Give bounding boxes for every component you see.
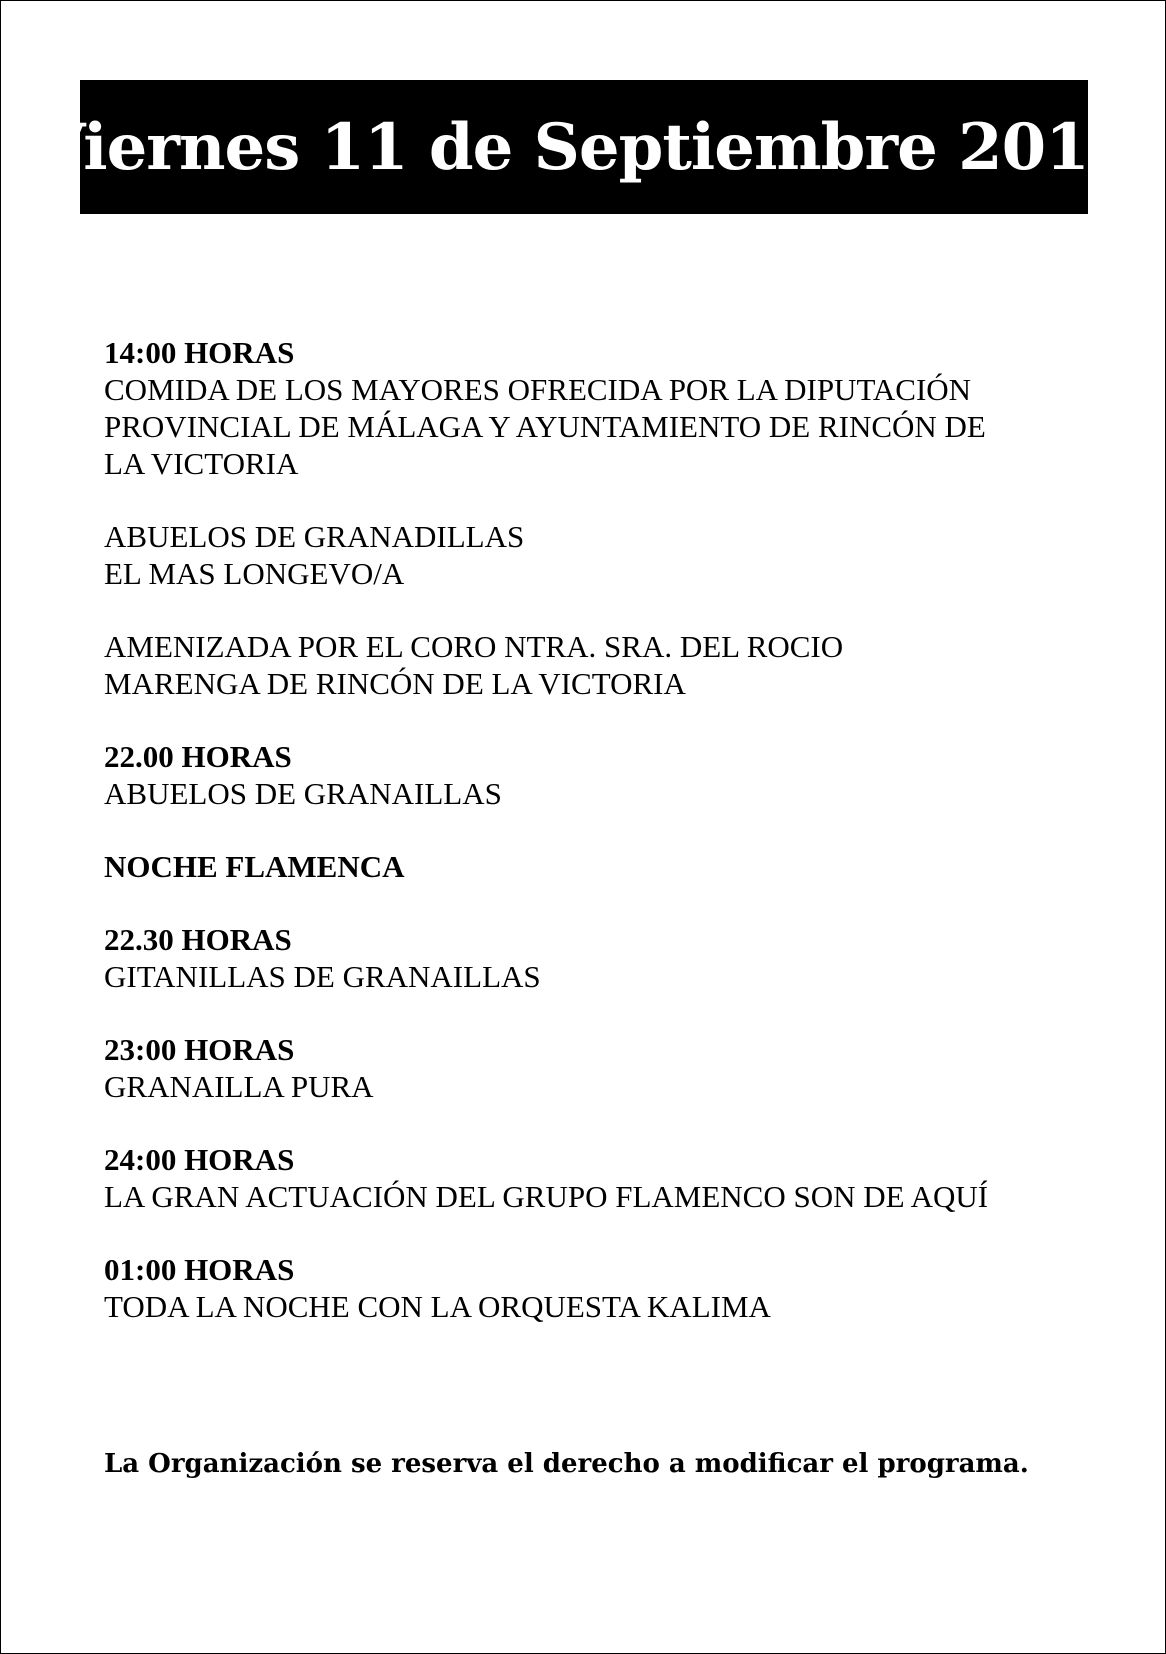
event-description-line: AMENIZADA POR EL CORO NTRA. SRA. DEL ROCIO [104, 629, 844, 664]
event-time: 14:00 HORAS [104, 335, 295, 370]
event-time: 22.30 HORAS [104, 922, 292, 957]
event-time: 23:00 HORAS [104, 1032, 295, 1067]
event-amenizada [104, 628, 1104, 702]
event-description-line: PROVINCIAL DE MÁLAGA Y AYUNTAMIENTO DE RINCÓN DE [104, 409, 986, 444]
event-gran-actuacion [104, 1141, 1104, 1215]
section-noche-flamenca [104, 848, 1104, 885]
page-title: Viernes 11 de Septiembre 2015 [35, 109, 1133, 185]
event-description-line: ABUELOS DE GRANADILLAS [104, 519, 525, 554]
event-description-line: GRANAILLA PURA [104, 1069, 374, 1104]
event-abuelos-granaillas [104, 738, 1104, 812]
event-orquesta [104, 1251, 1104, 1325]
event-program [104, 334, 1104, 1361]
event-time: 22.00 HORAS [104, 739, 292, 774]
event-gitanillas [104, 921, 1104, 995]
event-description-line: ABUELOS DE GRANAILLAS [104, 776, 502, 811]
event-time: 24:00 HORAS [104, 1142, 295, 1177]
event-description-line: LA VICTORIA [104, 446, 299, 481]
event-description-line: LA GRAN ACTUACIÓN DEL GRUPO FLAMENCO SON DE AQUÍ [104, 1179, 989, 1214]
event-description-line: TODA LA NOCHE CON LA ORQUESTA KALIMA [104, 1289, 771, 1324]
event-granailla-pura [104, 1031, 1104, 1105]
footer-disclaimer: La Organización se reserva el derecho a modificar el programa. [104, 1449, 1029, 1479]
section-heading: NOCHE FLAMENCA [104, 849, 405, 884]
event-description-line: EL MAS LONGEVO/A [104, 556, 405, 591]
event-description-line: MARENGA DE RINCÓN DE LA VICTORIA [104, 666, 686, 701]
title-banner [35, 80, 1133, 214]
event-description-line: GITANILLAS DE GRANAILLAS [104, 959, 541, 994]
event-comida [104, 334, 1104, 482]
event-description-line: COMIDA DE LOS MAYORES OFRECIDA POR LA DIPUTACIÓN [104, 372, 972, 407]
event-abuelos-granadillas [104, 518, 1104, 592]
event-time: 01:00 HORAS [104, 1252, 295, 1287]
